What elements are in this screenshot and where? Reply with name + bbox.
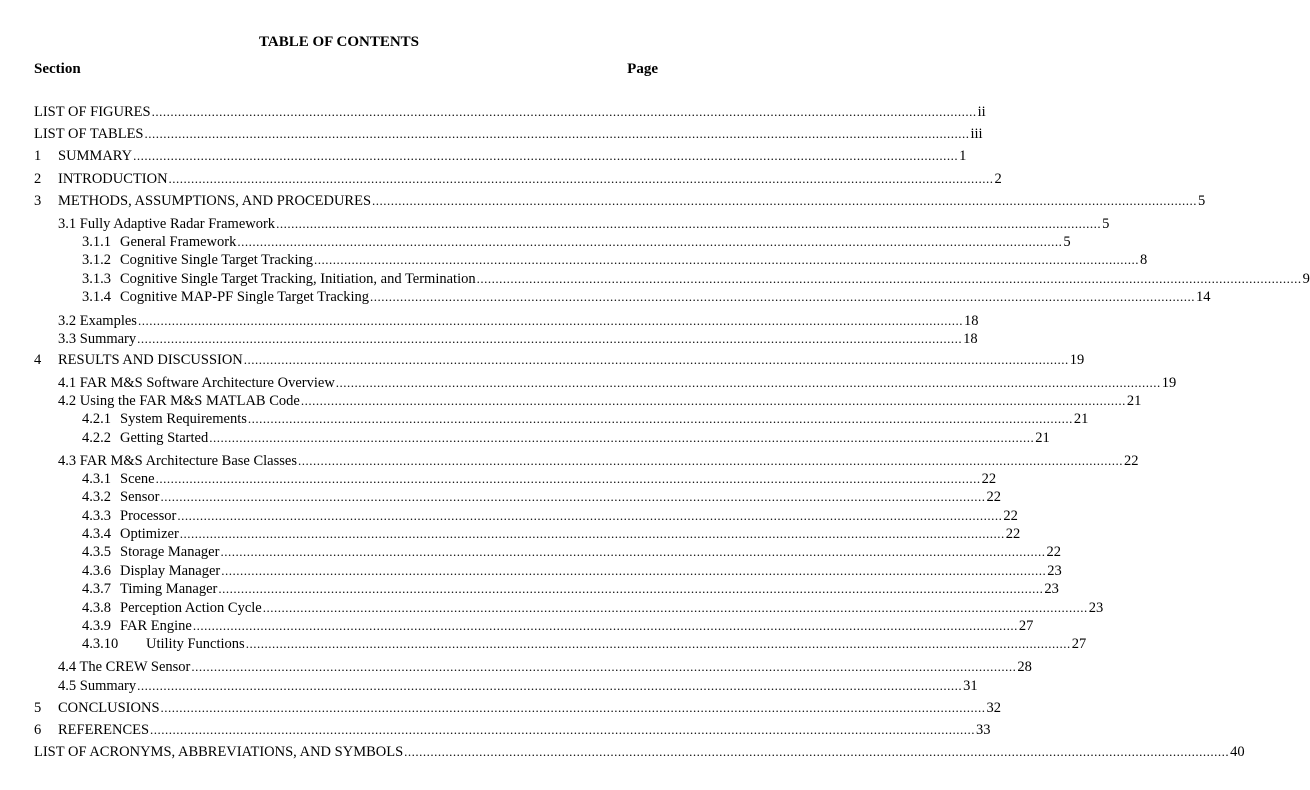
toc-entry-label: Perception Action Cycle — [120, 600, 262, 616]
toc-entry-page: 40 — [1230, 744, 1245, 760]
dot-leader: ............................................................................................................................................................................................................................ — [133, 148, 959, 163]
toc-entry-page: 19 — [1161, 375, 1177, 391]
toc-entry-number: 4.3.3 — [82, 508, 111, 524]
toc-entry-label: 4.1 FAR M&S Software Architecture Overview — [58, 375, 335, 391]
toc-entry[interactable] — [34, 170, 1002, 188]
toc-entry-label: Getting Started — [120, 430, 209, 446]
toc-entry-page: 22 — [981, 471, 997, 487]
toc-entry-label: LIST OF TABLES — [34, 126, 144, 142]
dot-leader: ............................................................................................................................................................................................................................ — [150, 722, 976, 737]
page-column-header: Page — [627, 61, 658, 77]
toc-entry-page: 22 — [1046, 544, 1061, 560]
toc-entry-number: 2 — [34, 171, 42, 187]
toc-entry-page: 32 — [986, 700, 1002, 716]
dot-leader: ............................................................................................................................................................................................................................ — [191, 659, 1017, 674]
dot-leader: ............................................................................................................................................................................................................................ — [160, 489, 986, 504]
toc-entry-label: INTRODUCTION — [58, 171, 168, 187]
dot-leader: ............................................................................................................................................................................................................................ — [209, 430, 1035, 445]
toc-entry-number: 3 — [34, 193, 42, 209]
section-column-header: Section — [34, 61, 81, 77]
toc-entry-label: Cognitive MAP-PF Single Target Tracking — [120, 289, 369, 305]
toc-entry-page: 9 — [1302, 271, 1310, 287]
dot-leader: ............................................................................................................................................................................................................................ — [192, 618, 1018, 633]
toc-entry-label: LIST OF ACRONYMS, ABBREVIATIONS, AND SYMBOLS — [34, 744, 404, 760]
toc-entry-page: 14 — [1196, 289, 1211, 305]
toc-entry[interactable] — [82, 617, 1034, 635]
dot-leader: ............................................................................................................................................................................................................................ — [137, 313, 963, 328]
dot-leader: ............................................................................................................................................................................................................................ — [151, 104, 977, 119]
dot-leader: ............................................................................................................................................................................................................................ — [221, 563, 1047, 578]
dot-leader: ............................................................................................................................................................................................................................ — [476, 271, 1302, 286]
toc-entry-number: 4.3.2 — [82, 489, 111, 505]
toc-entry[interactable] — [34, 699, 1002, 717]
page-title: TABLE OF CONTENTS — [258, 34, 420, 50]
toc-entry-page: 22 — [1003, 508, 1018, 524]
toc-entry-number: 5 — [34, 700, 42, 716]
dot-leader: ............................................................................................................................................................................................................................ — [372, 193, 1198, 208]
toc-entry[interactable] — [82, 507, 1018, 525]
dot-leader: ............................................................................................................................................................................................................................ — [155, 471, 981, 486]
toc-entry-page: 18 — [963, 313, 979, 329]
toc-entry-page: 5 — [1102, 216, 1110, 232]
toc-entry-page: 5 — [1063, 234, 1071, 250]
toc-entry[interactable] — [82, 488, 1001, 506]
toc-entry-page: 33 — [976, 722, 991, 738]
toc-entry-number: 3.1.3 — [82, 271, 111, 287]
toc-entry-label: 4.5 Summary — [58, 678, 137, 694]
toc-entry-label: REFERENCES — [58, 722, 150, 738]
toc-entry-number: 4.3.4 — [82, 526, 111, 542]
dot-leader: ............................................................................................................................................................................................................................ — [276, 216, 1102, 231]
toc-entry[interactable] — [58, 312, 979, 330]
toc-entry-label: FAR Engine — [120, 618, 192, 634]
toc-entry-page: 22 — [1005, 526, 1021, 542]
toc-entry-page: 2 — [994, 171, 1002, 187]
toc-entry-page: 5 — [1198, 193, 1206, 209]
toc-entry-label: Cognitive Single Target Tracking, Initiation, and Termination — [120, 271, 476, 287]
toc-entry-label: 4.2 Using the FAR M&S MATLAB Code — [58, 393, 300, 409]
toc-entry[interactable] — [58, 330, 978, 348]
toc-entry-page: 23 — [1088, 600, 1104, 616]
toc-entry-label: LIST OF FIGURES — [34, 104, 151, 120]
toc-entry-page: 28 — [1017, 659, 1032, 675]
toc-entry[interactable] — [82, 410, 1089, 428]
toc-entry-number: 4.3.6 — [82, 563, 111, 579]
toc-entry-label: Display Manager — [120, 563, 221, 579]
toc-entry-page: 21 — [1073, 411, 1089, 427]
dot-leader: ............................................................................................................................................................................................................................ — [137, 678, 963, 693]
toc-entry-label: CONCLUSIONS — [58, 700, 160, 716]
dot-leader: ............................................................................................................................................................................................................................ — [177, 508, 1003, 523]
toc-entry-label: System Requirements — [120, 411, 247, 427]
toc-entry-page: 18 — [963, 331, 978, 347]
toc-entry-page: 31 — [963, 678, 978, 694]
dot-leader: ............................................................................................................................................................................................................................ — [179, 526, 1005, 541]
toc-entry[interactable] — [82, 270, 1310, 288]
toc-entry-page: 21 — [1035, 430, 1050, 446]
toc-entry-number: 3.1.2 — [82, 252, 111, 268]
toc-entry-label: 3.1 Fully Adaptive Radar Framework — [58, 216, 276, 232]
toc-entry[interactable] — [82, 599, 1104, 617]
toc-entry-number: 1 — [34, 148, 42, 164]
toc-entry[interactable] — [58, 392, 1142, 410]
toc-entry[interactable] — [34, 743, 1245, 761]
toc-entry[interactable] — [58, 452, 1139, 470]
toc-entry[interactable] — [82, 251, 1148, 269]
dot-leader: ............................................................................................................................................................................................................................ — [404, 744, 1230, 759]
toc-entry-label: Scene — [120, 471, 155, 487]
toc-entry-label: 3.3 Summary — [58, 331, 137, 347]
toc-entry-page: iii — [970, 126, 983, 142]
dot-leader: ............................................................................................................................................................................................................................ — [247, 411, 1073, 426]
toc-entry-number: 4.2.2 — [82, 430, 111, 446]
toc-entry-number: 4.3.9 — [82, 618, 111, 634]
toc-entry[interactable] — [58, 658, 1032, 676]
dot-leader: ............................................................................................................................................................................................................................ — [168, 171, 994, 186]
toc-entry-number: 4 — [34, 352, 42, 368]
toc-entry-label: Processor — [120, 508, 177, 524]
toc-entry-page: 27 — [1018, 618, 1034, 634]
toc-entry-number: 4.3.10 — [82, 636, 119, 652]
toc-entry-label: 4.3 FAR M&S Architecture Base Classes — [58, 453, 297, 469]
toc-entry-page: ii — [977, 104, 986, 120]
toc-entry-label: Storage Manager — [120, 544, 220, 560]
toc-entry[interactable] — [82, 429, 1050, 447]
dot-leader: ............................................................................................................................................................................................................................ — [220, 544, 1046, 559]
toc-entry-label: 3.2 Examples — [58, 313, 137, 329]
dot-leader: ............................................................................................................................................................................................................................ — [160, 700, 986, 715]
toc-entry-page: 23 — [1044, 581, 1059, 597]
toc-entry-number: 3.1.1 — [82, 234, 111, 250]
toc-entry-number: 4.2.1 — [82, 411, 111, 427]
toc-entry-page: 19 — [1069, 352, 1085, 368]
toc-entry[interactable] — [34, 147, 967, 165]
toc-entry-label: Optimizer — [120, 526, 179, 542]
dot-leader: ............................................................................................................................................................................................................................ — [297, 453, 1123, 468]
toc-entry-label: Cognitive Single Target Tracking — [120, 252, 313, 268]
toc-entry-number: 6 — [34, 722, 42, 738]
toc-entry[interactable] — [82, 525, 1021, 543]
toc-entry-page: 1 — [959, 148, 967, 164]
toc-entry[interactable] — [82, 288, 1211, 306]
toc-entry-label: 4.4 The CREW Sensor — [58, 659, 191, 675]
dot-leader: ............................................................................................................................................................................................................................ — [237, 234, 1063, 249]
toc-entry[interactable] — [58, 677, 978, 695]
dot-leader: ............................................................................................................................................................................................................................ — [144, 126, 970, 141]
toc-entry-label: Sensor — [120, 489, 160, 505]
toc-entry-number: 3.1.4 — [82, 289, 111, 305]
toc-entry-label: Utility Functions — [146, 636, 245, 652]
dot-leader: ............................................................................................................................................................................................................................ — [300, 393, 1126, 408]
dot-leader: ............................................................................................................................................................................................................................ — [335, 375, 1161, 390]
toc-entry-label: SUMMARY — [58, 148, 133, 164]
toc-entry-page: 22 — [986, 489, 1001, 505]
toc-entry-number: 4.3.7 — [82, 581, 111, 597]
toc-entry-number: 4.3.8 — [82, 600, 111, 616]
toc-entry[interactable] — [58, 374, 1177, 392]
toc-entry[interactable] — [58, 215, 1110, 233]
toc-entry-number: 4.3.1 — [82, 471, 111, 487]
toc-entry-page: 22 — [1123, 453, 1139, 469]
dot-leader: ............................................................................................................................................................................................................................ — [218, 581, 1044, 596]
toc-entry-page: 27 — [1071, 636, 1087, 652]
dot-leader: ............................................................................................................................................................................................................................ — [137, 331, 963, 346]
dot-leader: ............................................................................................................................................................................................................................ — [243, 352, 1069, 367]
dot-leader: ............................................................................................................................................................................................................................ — [245, 636, 1071, 651]
toc-entry[interactable] — [82, 580, 1059, 598]
toc-entry-label: RESULTS AND DISCUSSION — [58, 352, 243, 368]
toc-entry[interactable] — [34, 103, 986, 121]
toc-entry[interactable] — [82, 543, 1061, 561]
dot-leader: ............................................................................................................................................................................................................................ — [314, 252, 1139, 267]
dot-leader: ............................................................................................................................................................................................................................ — [262, 600, 1088, 615]
toc-entry-label: General Framework — [120, 234, 237, 250]
toc-entry-label: Timing Manager — [120, 581, 218, 597]
toc-entry[interactable] — [34, 721, 991, 739]
toc-entry-page: 21 — [1126, 393, 1142, 409]
toc-entry[interactable] — [82, 233, 1071, 251]
toc-entry-label: METHODS, ASSUMPTIONS, AND PROCEDURES — [58, 193, 372, 209]
toc-entry[interactable] — [34, 351, 1085, 369]
toc-entry-page: 23 — [1047, 563, 1062, 579]
dot-leader: ............................................................................................................................................................................................................................ — [370, 289, 1195, 304]
toc-entry[interactable] — [34, 192, 1206, 210]
toc-entry[interactable] — [82, 470, 997, 488]
toc-entry[interactable] — [82, 635, 1087, 653]
toc-entry[interactable] — [34, 125, 983, 143]
toc-entry[interactable] — [82, 562, 1062, 580]
toc-entry-page: 8 — [1140, 252, 1148, 268]
toc-entry-number: 4.3.5 — [82, 544, 111, 560]
